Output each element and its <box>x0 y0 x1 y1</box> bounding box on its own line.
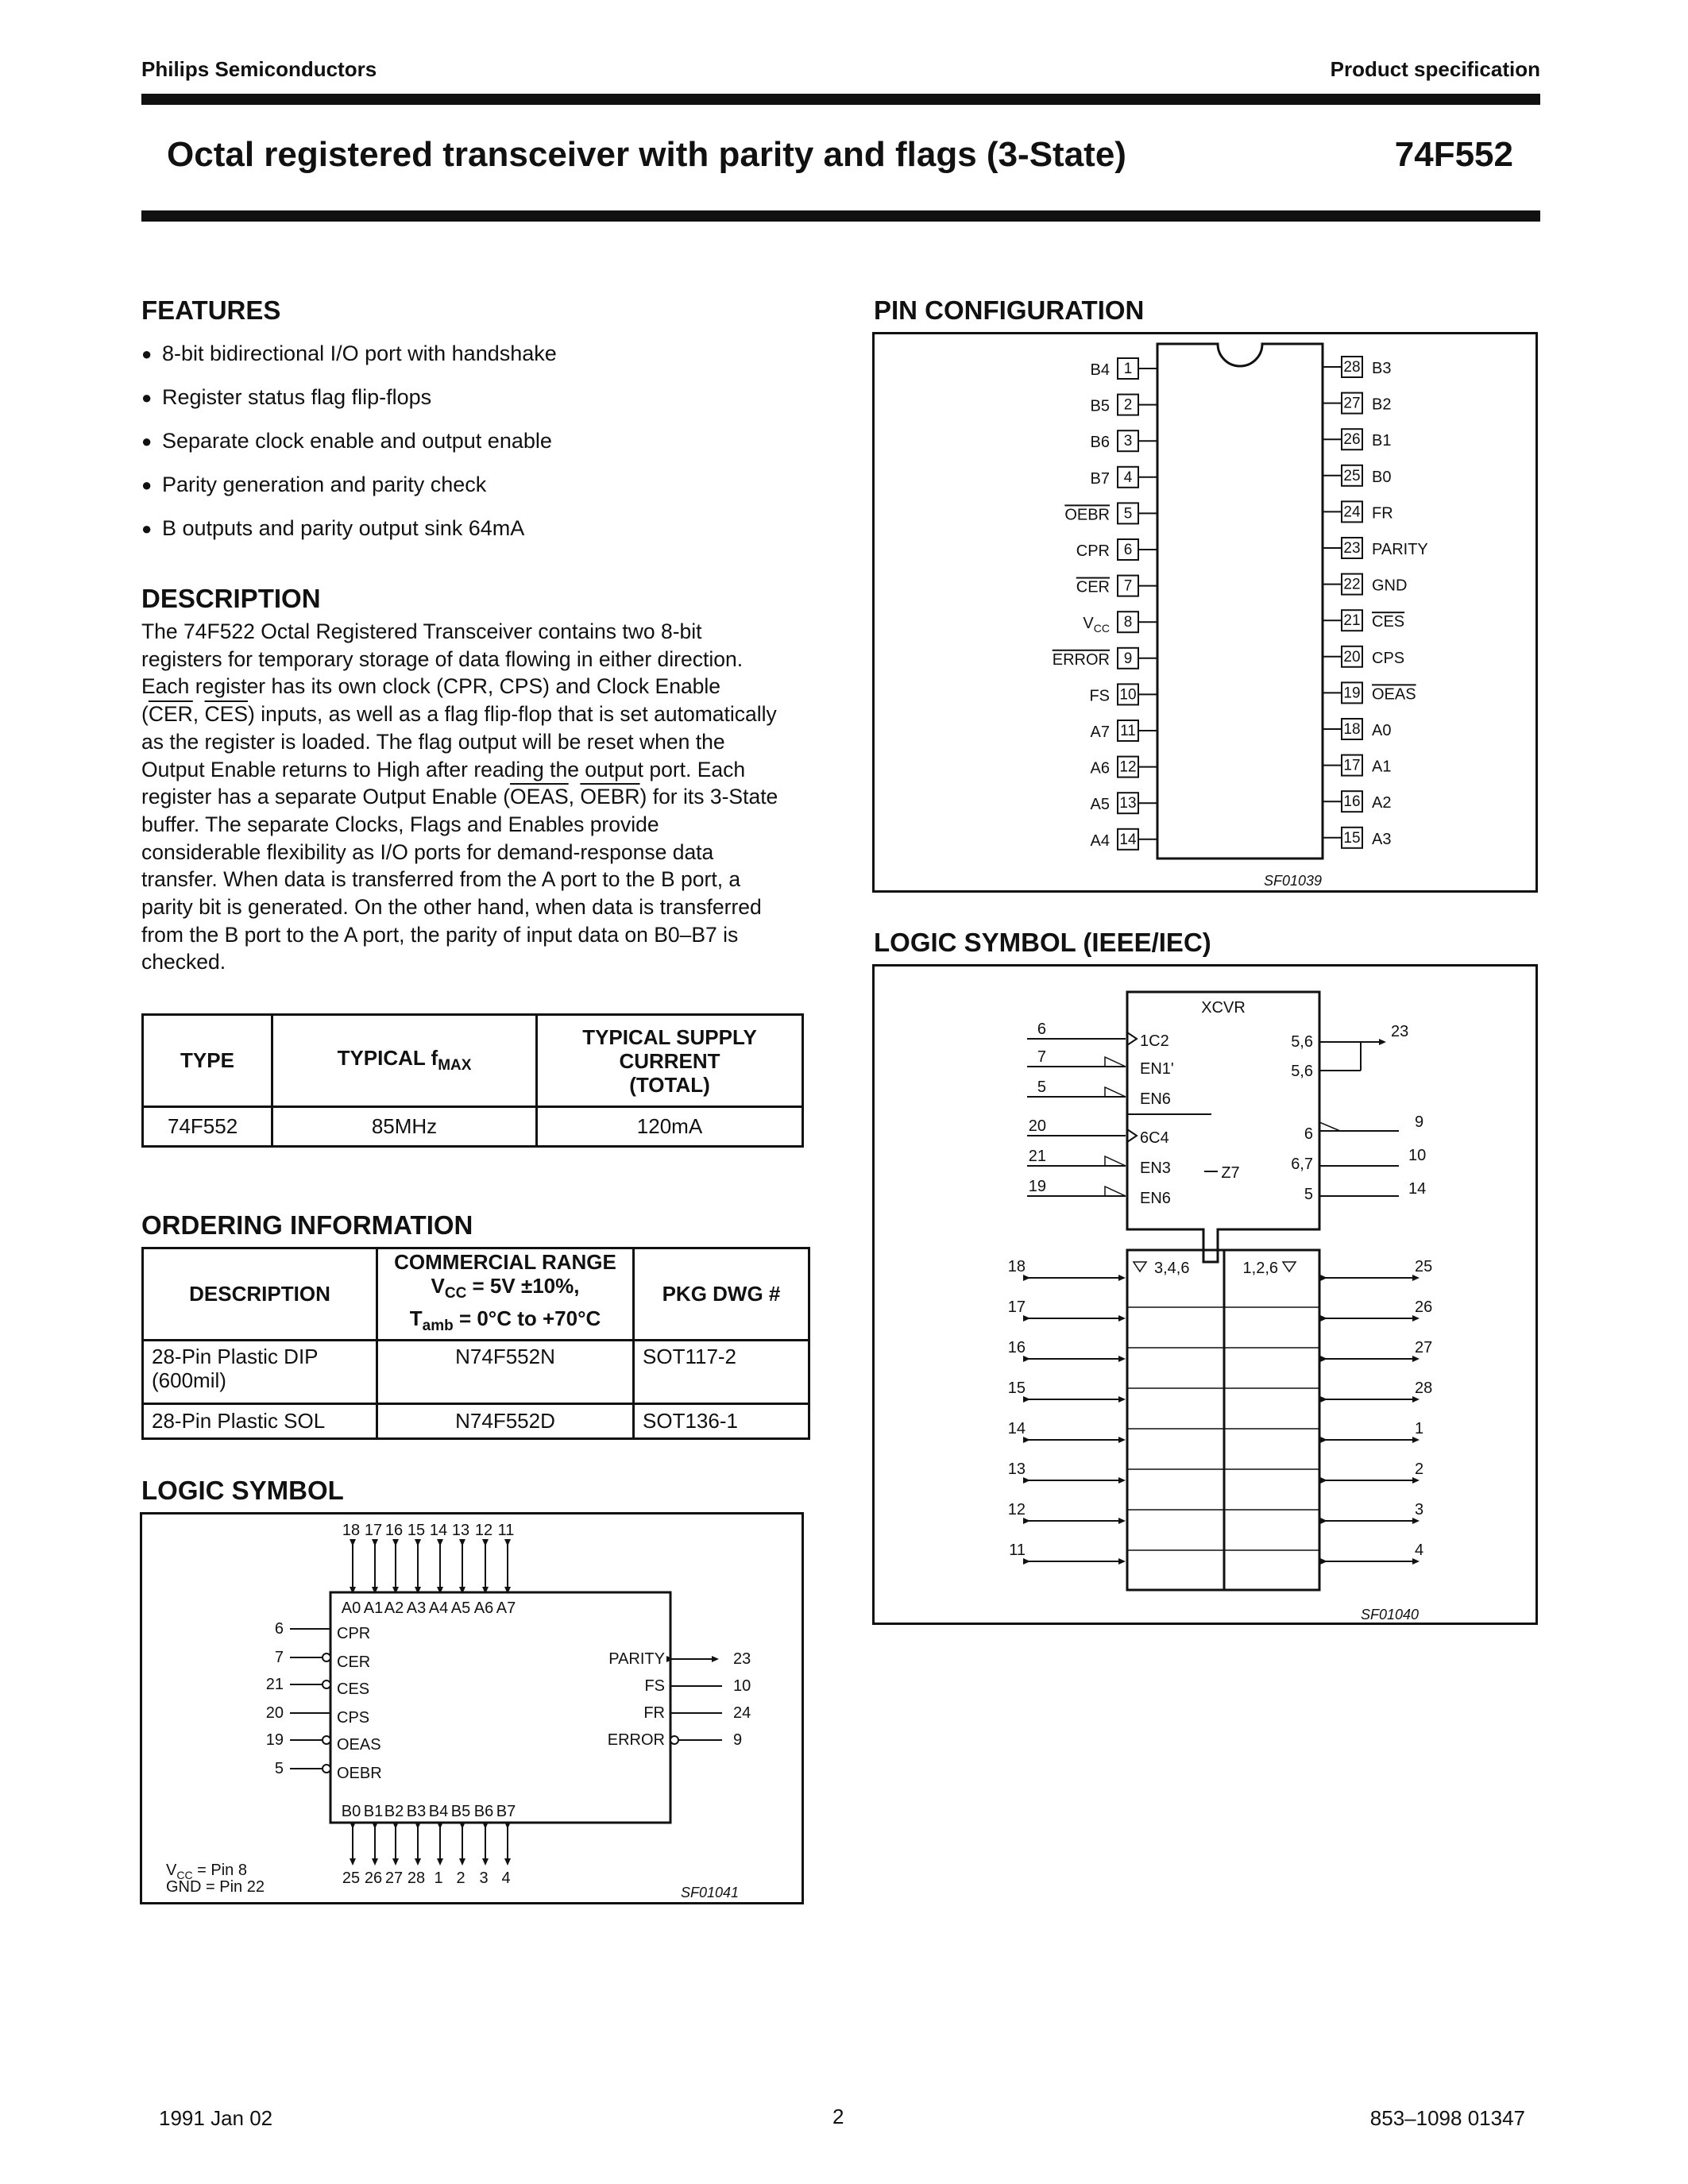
pin-number: 21 <box>1028 1148 1046 1165</box>
pin-number: 1 <box>434 1870 443 1887</box>
pin-number: 25 <box>1415 1258 1433 1275</box>
pin-number: 26 <box>364 1870 383 1887</box>
pin-label: CER <box>337 1653 371 1671</box>
pin-config-diagram <box>875 334 1535 890</box>
pin-name: CPS <box>1372 649 1405 667</box>
xcvr-label: XCVR <box>1201 999 1246 1017</box>
pin-label: A4 <box>428 1599 449 1617</box>
order-pkg: SOT117-2 <box>634 1341 809 1404</box>
logic-symbol-heading: LOGIC SYMBOL <box>141 1476 344 1505</box>
pin-number: 25 <box>1343 467 1361 484</box>
footer-date: 1991 Jan 02 <box>159 2106 273 2130</box>
clock-indicator <box>1127 1129 1137 1142</box>
ieee-symbol-frame <box>872 964 1538 1625</box>
pin-number: 26 <box>1415 1298 1433 1316</box>
page-title: Octal registered transceiver with parity and flags (3-State) <box>167 135 1126 174</box>
pin-number: 22 <box>1343 576 1361 593</box>
pin-name: B6 <box>1090 434 1110 452</box>
pin-number: 23 <box>1391 1023 1409 1040</box>
pin-label: CPS <box>337 1709 370 1727</box>
description-line: Output Enable returns to High after reading the output port. Each <box>141 757 746 781</box>
pin-number: 3 <box>1123 433 1133 450</box>
description-fragment: , <box>568 785 581 809</box>
active-low-indicator <box>1105 1187 1126 1196</box>
a-port-block <box>1127 1250 1224 1590</box>
pin-name: OEAS <box>1372 685 1416 704</box>
pin-number: 15 <box>1343 829 1361 847</box>
ieee-symbol-heading: LOGIC SYMBOL (IEEE/IEC) <box>874 928 1211 957</box>
pin-number: 24 <box>733 1704 751 1722</box>
pin-name: A3 <box>1372 830 1392 848</box>
description-line <box>141 783 825 811</box>
pin-label: FS <box>644 1677 665 1695</box>
description-line <box>141 700 825 728</box>
pin-number: 20 <box>1028 1117 1046 1135</box>
pin-label: OEAS <box>337 1736 381 1754</box>
port-b-label: 1,2,6 <box>1242 1260 1278 1277</box>
pin-number: 21 <box>265 1676 284 1693</box>
logic-symbol-frame <box>140 1512 804 1904</box>
description-line: considerable flexibility as I/O ports for demand-response data <box>141 839 714 864</box>
pin-number: 12 <box>474 1522 493 1539</box>
inversion-bubble <box>323 1653 330 1661</box>
pin-number: 17 <box>1343 757 1361 774</box>
pin-number: 11 <box>1009 1542 1026 1559</box>
pin-label: A6 <box>473 1599 494 1617</box>
pin-number: 27 <box>1343 395 1361 412</box>
vcc-note: $V_{CC}$ = Pin 8 <box>166 1862 247 1881</box>
dip-package <box>1157 344 1323 859</box>
pin-name: A2 <box>1372 794 1392 812</box>
three-state-indicator <box>1283 1262 1296 1271</box>
pin-number: 16 <box>1007 1339 1026 1356</box>
order-desc: 28-Pin Plastic SOL <box>143 1404 377 1439</box>
pin-label: B4 <box>428 1803 449 1820</box>
active-low-indicator <box>1105 1057 1126 1067</box>
pin-number: 12 <box>1007 1501 1026 1518</box>
header-rule-bottom <box>141 210 1540 222</box>
inversion-bubble <box>323 1765 330 1773</box>
pin-name <box>1083 615 1110 635</box>
pin-number: 7 <box>274 1649 284 1666</box>
pin-number: 21 <box>1343 612 1361 630</box>
output-label: 6 <box>1304 1125 1313 1143</box>
pin-name: A6 <box>1090 759 1110 778</box>
pin-number: 4 <box>501 1870 511 1887</box>
figure-code: SF01039 <box>1264 873 1323 889</box>
description-line: as the register is loaded. The flag output will be reset when the <box>141 729 725 754</box>
pin-name: B5 <box>1090 397 1110 415</box>
port-a-label: 3,4,6 <box>1154 1260 1190 1277</box>
pin-name: A0 <box>1372 722 1392 739</box>
features-heading: FEATURES <box>141 295 281 325</box>
pin-number: 5 <box>1123 505 1133 523</box>
description-fragment: ( <box>141 702 149 727</box>
logic-symbol-diagram <box>142 1515 802 1902</box>
pin-label: CES <box>337 1680 370 1698</box>
order-code: N74F552N <box>377 1341 634 1404</box>
pin-number: 20 <box>1343 648 1361 666</box>
pin-name: A7 <box>1090 723 1110 741</box>
pin-name: OEBR <box>1064 506 1110 524</box>
order-code: N74F552D <box>377 1404 634 1439</box>
pin-label: FR <box>643 1704 665 1722</box>
output-label: 5,6 <box>1291 1033 1313 1051</box>
cell-type: 74F552 <box>143 1107 272 1147</box>
feature-item: ● Separate clock enable and output enable <box>141 419 557 463</box>
active-low-indicator <box>1105 1087 1126 1097</box>
pin-label: A5 <box>450 1599 471 1617</box>
description-line: registers for temporary storage of data flowing in either direction. <box>141 646 744 671</box>
control-label: EN6 <box>1140 1090 1171 1108</box>
signal-cer: $\overline{CER}$ <box>148 702 193 727</box>
pin-number: 2 <box>1415 1461 1424 1478</box>
inversion-bubble <box>670 1736 678 1744</box>
part-number: 74F552 <box>1394 135 1513 174</box>
pin-number: 4 <box>1123 469 1133 486</box>
pin-number: 13 <box>1119 795 1137 812</box>
pin-number: 25 <box>342 1870 361 1887</box>
pin-number: 10 <box>733 1677 751 1695</box>
header-supply: TYPICAL SUPPLY CURRENT (TOTAL) <box>537 1015 803 1107</box>
feature-item: ● 8-bit bidirectional I/O port with handshake <box>141 332 557 376</box>
description-line: checked. <box>141 950 226 974</box>
features-list <box>141 332 557 550</box>
pin-label: B2 <box>384 1803 404 1820</box>
pin-number: 18 <box>1343 721 1361 738</box>
pin-name: B7 <box>1090 469 1110 488</box>
pin-number: 18 <box>342 1522 361 1539</box>
header-fmax: TYPICAL $f_{MAX}$ <box>272 1015 537 1107</box>
pin-number: 18 <box>1007 1258 1026 1275</box>
pin-number: 28 <box>407 1870 426 1887</box>
control-label: EN6 <box>1140 1190 1171 1207</box>
three-state-indicator <box>1134 1262 1146 1271</box>
signal-oebr: OEBR <box>580 785 640 809</box>
ieee-symbol-diagram <box>875 967 1535 1623</box>
pin-name: ERROR <box>1052 650 1110 669</box>
header-rule-top <box>141 94 1540 105</box>
header-commercial-range: COMMERCIAL RANGE $V_{CC} = 5V \pm 10\%$, $T_{amb} = 0^\circ C$ to +70°C <box>377 1248 634 1341</box>
header-pkg-dwg: PKG DWG # <box>634 1248 809 1341</box>
pin-name: CES <box>1372 613 1405 631</box>
pin-name: B3 <box>1372 360 1392 377</box>
pin-label: ERROR <box>607 1731 665 1749</box>
spec-table <box>141 1013 804 1148</box>
description-line: parity bit is generated. On the other hand, when data is transferred <box>141 895 762 920</box>
active-low-indicator <box>1105 1156 1126 1166</box>
pin-label: OEBR <box>337 1765 382 1782</box>
order-desc: 28-Pin Plastic DIP (600mil) <box>143 1341 377 1404</box>
pin-number: 4 <box>1415 1542 1424 1559</box>
description-body <box>141 618 825 976</box>
pin-config-frame <box>872 332 1538 893</box>
pin-number: 2 <box>456 1870 465 1887</box>
pin-number: 5 <box>274 1760 284 1777</box>
pin-number: 26 <box>1343 431 1361 449</box>
description-line: buffer. The separate Clocks, Flags and Enables provide <box>141 812 659 836</box>
pin-number: 16 <box>384 1522 404 1539</box>
control-label: 6C4 <box>1140 1129 1169 1147</box>
ordering-table <box>141 1247 810 1440</box>
footer-page: 2 <box>832 2105 844 2128</box>
pin-number: 2 <box>1123 396 1133 414</box>
pin-number: 23 <box>733 1650 751 1668</box>
pin-name: CER <box>1076 578 1110 596</box>
pin-name: B4 <box>1090 361 1110 379</box>
gnd-note: GND = Pin 22 <box>166 1878 265 1896</box>
pin-label: B6 <box>473 1803 494 1820</box>
pin-number: 9 <box>733 1731 743 1749</box>
feature-item: ● Register status flag flip-flops <box>141 376 557 419</box>
pin-number: 8 <box>1123 614 1133 631</box>
pin-label: B7 <box>496 1803 516 1820</box>
pin-number: 20 <box>265 1704 284 1722</box>
pin-label: B1 <box>363 1803 384 1820</box>
description-line: transfer. When data is transferred from the A port to the B port, a <box>141 867 741 892</box>
pin-label: B5 <box>450 1803 471 1820</box>
logic-symbol-body <box>330 1592 670 1823</box>
pin-number: 16 <box>1343 793 1361 811</box>
pin-number: 27 <box>384 1870 404 1887</box>
pin-number: 14 <box>1408 1180 1427 1198</box>
pin-label: A3 <box>406 1599 427 1617</box>
pin-number: 9 <box>1123 650 1133 667</box>
feature-item: ● Parity generation and parity check <box>141 463 557 507</box>
ordering-heading: ORDERING INFORMATION <box>141 1210 473 1240</box>
pin-name: A4 <box>1090 832 1110 850</box>
footer-doc-number: 853–1098 01347 <box>1369 2106 1525 2130</box>
pin-label: PARITY <box>608 1650 665 1668</box>
pin-number: 19 <box>1028 1178 1046 1195</box>
pin-label: B3 <box>406 1803 427 1820</box>
z7-label: Z7 <box>1221 1164 1240 1182</box>
description-fragment: , <box>192 702 205 727</box>
feature-item: ● B outputs and parity output sink 64mA <box>141 507 557 550</box>
control-label: 1C2 <box>1140 1032 1169 1050</box>
header-type: TYPE <box>143 1015 272 1107</box>
description-line: The 74F522 Octal Registered Transceiver contains two 8-bit <box>141 619 702 643</box>
pin-number: 3 <box>479 1870 489 1887</box>
pin-label: A2 <box>384 1599 404 1617</box>
figure-code: SF01041 <box>681 1885 740 1900</box>
description-fragment: ) for its 3-State <box>639 785 778 809</box>
order-pkg: SOT136-1 <box>634 1404 809 1439</box>
description-fragment: register has a separate Output Enable ( <box>141 785 511 809</box>
pin-number: 11 <box>497 1522 515 1539</box>
pin-number: 10 <box>1119 686 1137 704</box>
pin-number: 14 <box>1007 1420 1026 1437</box>
pin-label: B0 <box>341 1803 361 1820</box>
pin-number: 13 <box>451 1522 470 1539</box>
pin-name: A1 <box>1372 758 1392 776</box>
pin-name-sub: CC <box>1093 622 1110 635</box>
output-label: 6,7 <box>1291 1156 1313 1173</box>
pin-number: 11 <box>1120 723 1136 739</box>
pin-number: 23 <box>1343 540 1361 557</box>
pin-label: A1 <box>363 1599 384 1617</box>
pin-number: 28 <box>1343 359 1361 376</box>
pin-name: A5 <box>1090 796 1110 814</box>
pin-number: 6 <box>274 1620 284 1638</box>
signal-ces: $\overline{CES}$ <box>204 702 249 727</box>
cell-supply: 120mA <box>537 1107 803 1147</box>
output-label: 5,6 <box>1291 1063 1313 1080</box>
pin-number: 6 <box>1123 542 1133 558</box>
description-line: from the B port to the A port, the parity of input data on B0–B7 is <box>141 922 739 947</box>
cell-fmax: 85MHz <box>272 1107 537 1147</box>
pin-name: PARITY <box>1372 541 1428 558</box>
pin-config-heading: PIN CONFIGURATION <box>874 295 1145 325</box>
pin-number: 17 <box>1007 1298 1026 1316</box>
pin-label: A7 <box>496 1599 516 1617</box>
signal-oeas: OEAS <box>510 785 569 809</box>
b-port-block <box>1224 1250 1319 1590</box>
pin-number: 14 <box>1119 831 1137 848</box>
pin-number: 9 <box>1415 1113 1424 1131</box>
pin-number: 12 <box>1119 758 1137 776</box>
pin-number: 15 <box>407 1522 426 1539</box>
pin-name: FR <box>1372 504 1393 523</box>
pin-name: B1 <box>1372 432 1392 450</box>
description-line: Each register has its own clock (CPR, CPS) and Clock Enable <box>141 674 721 699</box>
pin-number: 13 <box>1007 1461 1026 1478</box>
pin-name: CPR <box>1076 542 1110 560</box>
pin-number: 19 <box>265 1731 284 1749</box>
pin-number: 24 <box>1343 504 1361 521</box>
pin-number: 27 <box>1415 1339 1433 1356</box>
description-heading: DESCRIPTION <box>141 584 321 613</box>
inversion-bubble <box>323 1736 330 1744</box>
pin-number: 1 <box>1415 1420 1424 1437</box>
pin-number: 15 <box>1007 1379 1026 1397</box>
pin-number: 3 <box>1415 1501 1424 1518</box>
header-description: DESCRIPTION <box>143 1248 377 1341</box>
inversion-bubble <box>323 1680 330 1688</box>
pin-number: 17 <box>364 1522 383 1539</box>
document-type: Product specification <box>1330 57 1540 81</box>
figure-code: SF01040 <box>1361 1607 1420 1623</box>
pin-number: 7 <box>1123 577 1133 595</box>
pin-name: GND <box>1372 577 1408 595</box>
pin-number: 7 <box>1037 1048 1046 1066</box>
pin-name-main: V <box>1083 615 1094 633</box>
output-label: 5 <box>1304 1186 1313 1203</box>
control-label: EN3 <box>1140 1160 1171 1177</box>
pin-number: 5 <box>1037 1078 1046 1096</box>
description-fragment: ) inputs, as well as a flag flip-flop that is set automatically <box>248 702 777 727</box>
pin-number: 6 <box>1037 1021 1046 1038</box>
pin-number: 1 <box>1123 361 1133 377</box>
pin-number: 19 <box>1343 685 1361 702</box>
clock-indicator <box>1127 1032 1137 1045</box>
pin-label: CPR <box>337 1625 371 1642</box>
pin-name: FS <box>1089 687 1110 705</box>
pin-number: 10 <box>1408 1147 1427 1164</box>
pin-label: A0 <box>341 1599 361 1617</box>
control-label: EN1' <box>1140 1060 1174 1078</box>
pin-name: B2 <box>1372 396 1392 414</box>
active-low-indicator <box>1319 1122 1340 1131</box>
company-name: Philips Semiconductors <box>141 57 377 81</box>
pin-number: 14 <box>429 1522 448 1539</box>
pin-number: 28 <box>1415 1379 1433 1397</box>
pin-name: B0 <box>1372 468 1392 486</box>
